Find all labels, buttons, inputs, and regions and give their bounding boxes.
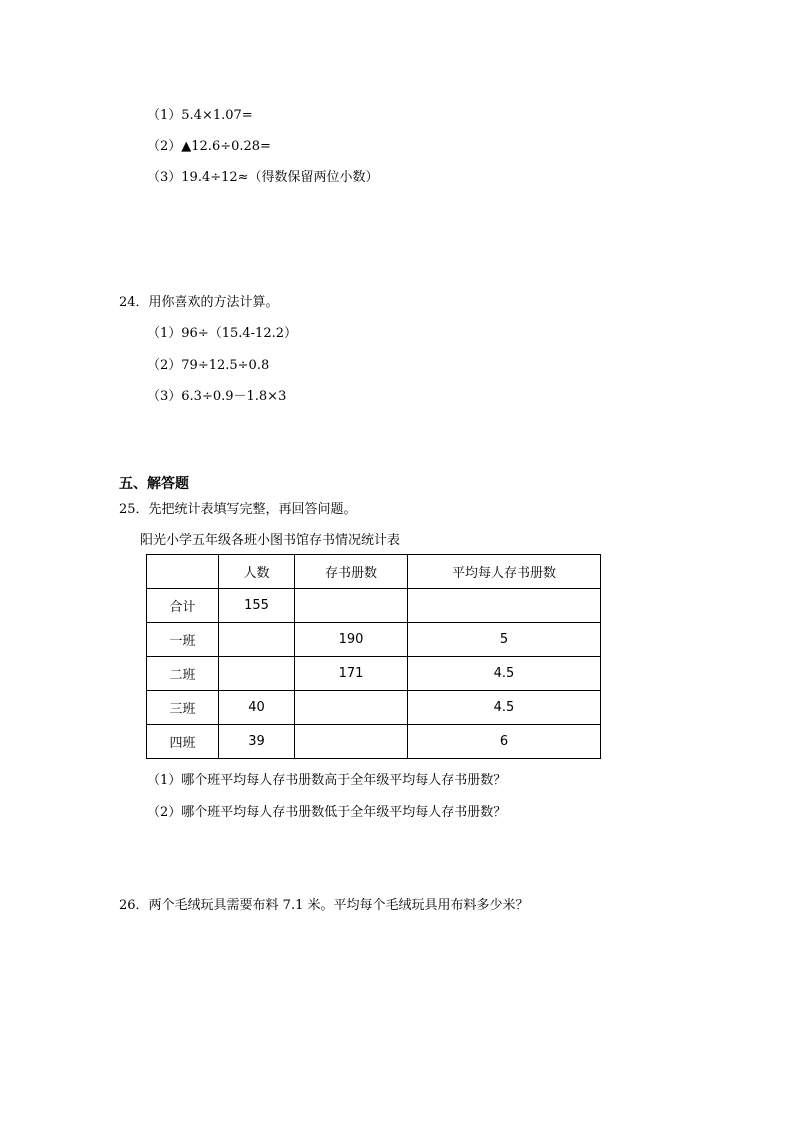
table-cell: 一班 (147, 623, 219, 657)
section-heading: 五、解答题 (119, 476, 189, 492)
calc-item-2: （2）▲12.6÷0.28= (147, 139, 271, 154)
question-25-title: 25．先把统计表填写完整，再回答问题。 (119, 502, 357, 517)
question-24-item-1: （1）96÷（15.4-12.2） (147, 326, 297, 341)
question-25-sub-1: （1）哪个班平均每人存书册数高于全年级平均每人存书册数？ (147, 773, 507, 788)
table-cell: 155 (219, 589, 295, 623)
table-cell: 四班 (147, 725, 219, 759)
table-row (147, 725, 601, 759)
table-cell: 171 (295, 657, 408, 691)
table-cell: 190 (295, 623, 408, 657)
table-cell: 4.5 (408, 657, 601, 691)
table-cell: 4.5 (408, 691, 601, 725)
table-cell (219, 657, 295, 691)
table-header-cell: 平均每人存书册数 (408, 555, 601, 589)
question-26-title: 26．两个毛绒玩具需要布料 7.1 米。平均每个毛绒玩具用布料多少米？ (119, 898, 529, 913)
statistics-table (146, 554, 601, 759)
table-row (147, 623, 601, 657)
table-caption: 阳光小学五年级各班小图书馆存书情况统计表 (140, 533, 401, 548)
table-cell (295, 725, 408, 759)
table-cell: 三班 (147, 691, 219, 725)
table-row (147, 657, 601, 691)
table-row (147, 589, 601, 623)
calc-item-1: （1）5.4×1.07= (147, 108, 253, 123)
table-cell: 40 (219, 691, 295, 725)
table-cell: 39 (219, 725, 295, 759)
table-header-row (147, 555, 601, 589)
table-cell (295, 691, 408, 725)
table-cell: 6 (408, 725, 601, 759)
table-header-cell: 存书册数 (295, 555, 408, 589)
table-cell (408, 589, 601, 623)
table-header-cell: 人数 (219, 555, 295, 589)
table-cell (295, 589, 408, 623)
table-row (147, 691, 601, 725)
question-24-item-2: （2）79÷12.5÷0.8 (147, 358, 270, 373)
table-cell: 合计 (147, 589, 219, 623)
table-cell: 二班 (147, 657, 219, 691)
question-25-sub-2: （2）哪个班平均每人存书册数低于全年级平均每人存书册数？ (147, 805, 507, 820)
table-cell (219, 623, 295, 657)
question-24-title: 24．用你喜欢的方法计算。 (119, 295, 279, 310)
calc-item-3: （3）19.4÷12≈（得数保留两位小数） (147, 170, 379, 185)
table-header-cell (147, 555, 219, 589)
question-24-item-3: （3）6.3÷0.9－1.8×3 (147, 389, 287, 404)
table-cell: 5 (408, 623, 601, 657)
